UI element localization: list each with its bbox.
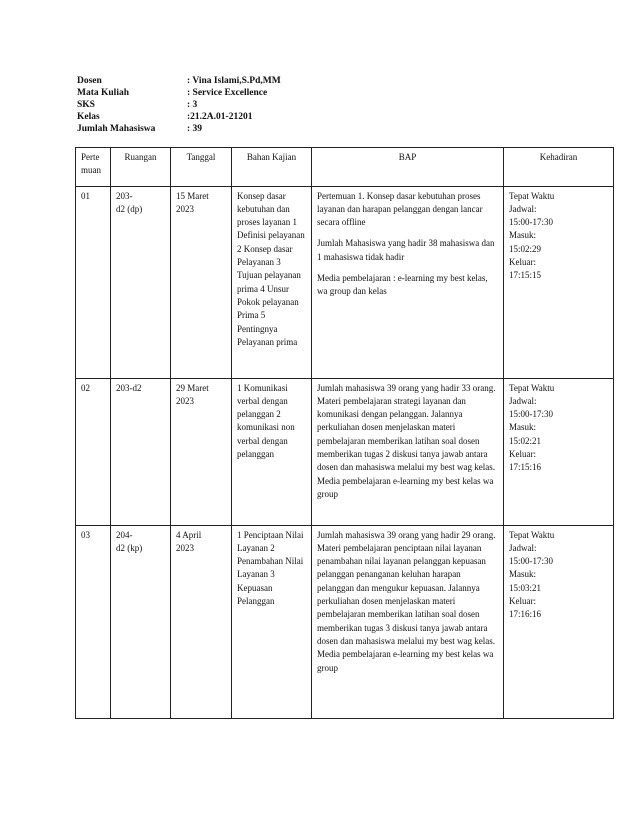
header-label: Dosen (77, 76, 102, 86)
cell-bap (312, 186, 504, 378)
header-label: Kelas (77, 112, 100, 122)
header-row-sks (77, 99, 281, 111)
cell-pertemuan: 01 (76, 186, 111, 378)
cell-bahan-kajian: 1 Penciptaan Nilai Layanan 2 Penambahan Nilai Layanan 3 Kepuasan Pelanggan (232, 525, 312, 718)
table-row (76, 378, 614, 525)
cell-ruangan: 203-d2 (111, 378, 171, 525)
header-value: : 39 (187, 124, 203, 134)
cell-kehadiran: Tepat Waktu Jadwal: 15:00-17:30 Masuk: 15:02:29 Keluar: 17:15:15 (504, 186, 614, 378)
header-label: Mata Kuliah (77, 88, 129, 98)
cell-pertemuan: 02 (76, 378, 111, 525)
table-header-row (76, 148, 614, 187)
cell-kehadiran: Tepat Waktu Jadwal: 15:00-17:30 Masuk: 15:02:21 Keluar: 17:15:16 (504, 378, 614, 525)
cell-pertemuan: 03 (76, 525, 111, 718)
header-value: : 3 (187, 100, 198, 110)
cell-bap (312, 378, 504, 525)
cell-bahan-kajian: Konsep dasar kebutuhan dan proses layanan 1 Definisi pelayanan 2 Konsep dasar Pelayanan 3 Tujuan pelayanan prima 4 Unsur Pokok pelayanan Prima 5 Pentingnya Pelayanan prima (232, 186, 312, 378)
header-row-mata-kuliah (77, 87, 281, 99)
header-label: Jumlah Mahasiswa (77, 124, 156, 134)
bap-paragraph: Jumlah Mahasiswa yang hadir 38 mahasiswa dan 1 mahasiswa tidak hadir (317, 238, 495, 262)
header-value: : Service Excellence (187, 88, 268, 98)
header-row-jumlah-mahasiswa (77, 123, 281, 135)
cell-kehadiran: Tepat Waktu Jadwal: 15:00-17:30 Masuk: 15:03:21 Keluar: 17:16:16 (504, 525, 614, 718)
col-header-bahan-kajian: Bahan Kajian (232, 148, 312, 187)
table-row (76, 525, 614, 718)
cell-bap (312, 525, 504, 718)
bap-paragraph: Jumlah mahasiswa 39 orang yang hadir 29 orang. Materi pembelajaran penciptaan nilai layanan penambahan nilai layanan pelanggan kepuasan pelanggan penanganan keluhan harapan pelanggan dan mengukur kepuasan. Jalannya perkuliahan dosen menjelaskan materi pembelajaran memberikan latihan soal dosen memberikan tugas 3 diskusi tanya jawab antara dosen dan mahasiswa melalui my best wag kelas. Media pembelajaran e-learning my best kelas wa group (317, 529, 496, 673)
table-row (76, 186, 614, 378)
col-header-bap: BAP (312, 148, 504, 187)
document-header (77, 75, 281, 135)
bap-paragraph: Jumlah mahasiswa 39 orang yang hadir 33 orang. Materi pembelajaran strategi layanan dan komunikasi dengan pelanggan. Jalannya perkuliahan dosen menjelaskan materi pembelajaran memberikan latihan soal dosen memberikan tugas 2 diskusi tanya jawab antara dosen dan mahasiswa melalui my best wag kelas. Media pembelajaran e-learning my best kelas wa group (317, 382, 496, 499)
cell-bahan-kajian: 1 Komunikasi verbal dengan pelanggan 2 komunikasi non verbal dengan pelanggan (232, 378, 312, 525)
attendance-table (75, 147, 614, 719)
cell-tanggal: 29 Maret 2023 (171, 378, 232, 525)
cell-ruangan: 203- d2 (dp) (111, 186, 171, 378)
col-header-kehadiran: Kehadiran (504, 148, 614, 187)
bap-paragraph: Media pembelajaran : e-learning my best kelas, wa group dan kelas (317, 273, 488, 297)
header-row-dosen (77, 75, 281, 87)
bap-paragraph: Pertemuan 1. Konsep dasar kebutuhan proses layanan dan harapan pelanggan dengan lancar secara offline (317, 190, 483, 228)
header-value: :21.2A.01-21201 (187, 112, 253, 122)
header-value: : Vina Islami,S.Pd,MM (187, 76, 281, 86)
header-row-kelas (77, 111, 281, 123)
cell-tanggal: 4 April 2023 (171, 525, 232, 718)
cell-ruangan: 204- d2 (kp) (111, 525, 171, 718)
cell-tanggal: 15 Maret 2023 (171, 186, 232, 378)
col-header-ruangan: Ruangan (111, 148, 171, 187)
header-label: SKS (77, 100, 95, 110)
col-header-tanggal: Tanggal (171, 148, 232, 187)
col-header-pertemuan: Perte muan (76, 148, 111, 187)
